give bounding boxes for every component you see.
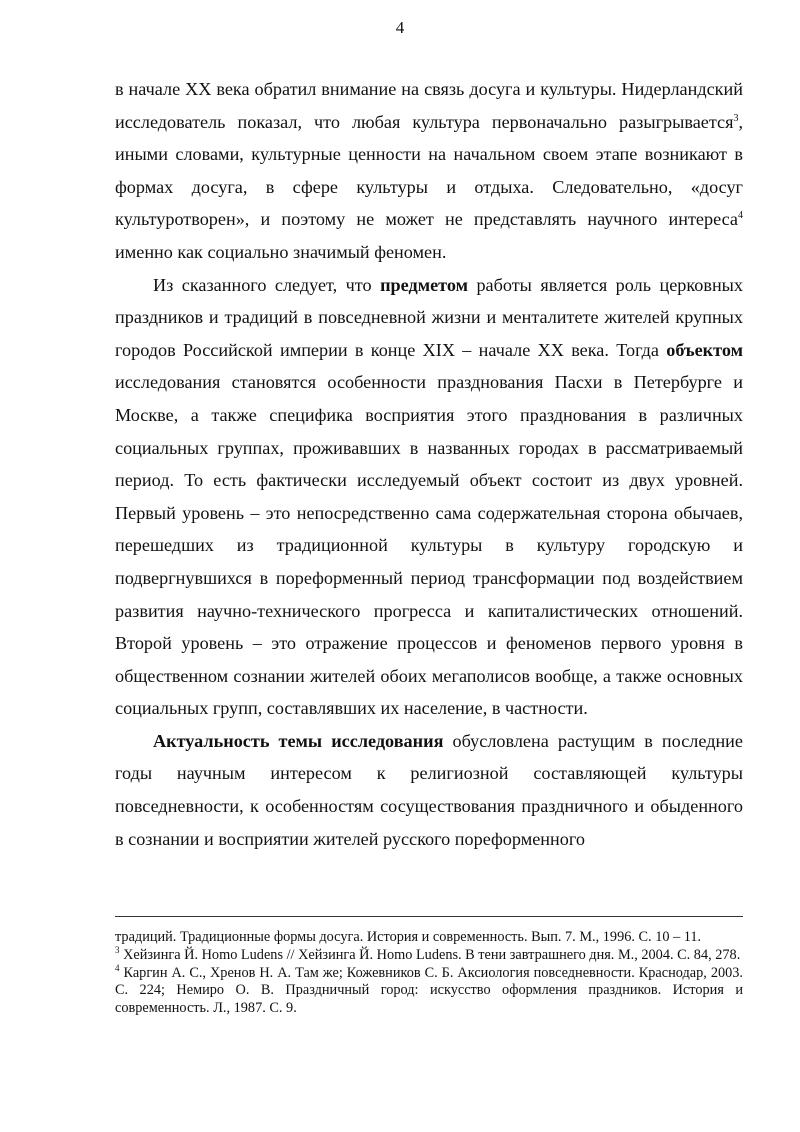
paragraph-text: работы является роль церковных праздников и традиций в повседневной жизни и менталитете жителей крупных городов Российской империи в конце XIX – начале XX века. Тогда — [115, 274, 743, 360]
paragraph-text: Из сказанного следует, что — [153, 274, 381, 295]
paragraph-leisure-culture — [115, 73, 743, 269]
paragraph-text: исследования становятся особенности празднования Пасхи в Петербурге и Москве, а также специфика восприятия этого празднования в различных социальных группах, проживавших в названных городах в рассматриваемый период. То есть фактически исследуемый объект состоит из двух уровней. Первый уровень – это непосредственно сама содержательная сторона обычаев, перешедших из традиционной культуры в культуру городскую и подвергнувшихся в пореформенный период трансформации под воздействием развития научно-технического прогресса и капиталистических отношений. Второй уровень – это отражение процессов и феноменов первого уровня в общественном сознании жителей обоих мегаполисов вообще, а также основных социальных групп, составлявших их население, в частности. — [115, 372, 743, 719]
footnote-mark-3: 3 — [115, 944, 120, 955]
footnote-4 — [115, 962, 743, 1018]
bold-term-object: объектом — [666, 339, 743, 360]
paragraph-text: обусловлена растущим в последние годы научным интересом к религиозной составляющей культуры повседневности, к особенностям сосуществования праздничного и обыденного в сознании и восприятии жителей русского пореформенного — [115, 730, 743, 849]
main-text — [115, 73, 743, 855]
paragraph-relevance — [115, 725, 743, 855]
paragraph-text: , иными словами, культурные ценности на начальном своем этапе возникают в формах досуга, в сфере культуры и отдыха. Следовательно, «досуг культуротворен», и поэтому не может не представлять научного интереса — [115, 111, 743, 230]
footnote-separator — [115, 916, 743, 917]
page-number: 4 — [395, 18, 405, 37]
paragraph-subject-object — [115, 269, 743, 725]
footnote-ref-4: 4 — [738, 210, 743, 222]
paragraph-text: именно как социально значимый феномен. — [115, 241, 447, 262]
paragraph-text: в начале XX века обратил внимание на связь досуга и культуры. Нидерландский исследователь показал, что любая культура первоначально разыгрывается — [115, 79, 743, 132]
footnote-3 — [115, 944, 743, 965]
footnote-ref-3: 3 — [733, 112, 739, 124]
footnote-mark-4: 4 — [115, 962, 120, 973]
bold-term-relevance: Актуальность темы исследования — [153, 730, 444, 751]
footnote-continuation: традиций. Традиционные формы досуга. История и современность. Вып. 7. М., 1996. С. 10 – 11. — [115, 929, 702, 945]
footnote-text: Хейзинга Й. Homo Ludens // Хейзинга Й. Homo Ludens. В тени завтрашнего дня. М., 2004. С. 84, 278. — [119, 946, 741, 963]
bold-term-subject: предметом — [380, 274, 468, 295]
footnotes — [115, 929, 743, 1018]
footnote-text: Каргин А. С., Хренов Н. А. Там же; Кожевников С. Б. Аксиология повседневности. Краснодар, 2003. С. 224; Немиро О. В. Праздничный город: искусство оформления праздников. История и современность. Л., 1987. С. 9. — [115, 964, 743, 1017]
